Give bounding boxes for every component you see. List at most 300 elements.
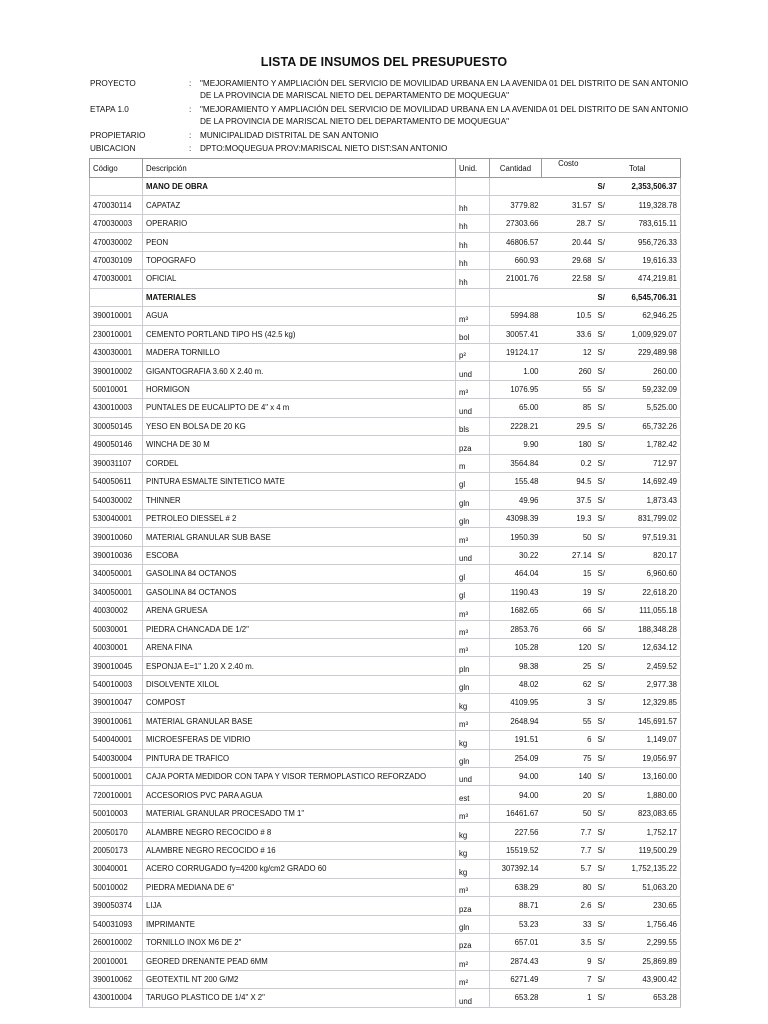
cell-total: 1,752.17 xyxy=(609,823,681,841)
cell-description: PIEDRA MEDIANA DE 6" xyxy=(143,878,456,896)
cell-quantity: 43098.39 xyxy=(490,509,542,527)
cell-total: 62,946.25 xyxy=(609,307,681,325)
cell-unit: gl xyxy=(456,583,490,601)
header-quantity: Cantidad xyxy=(490,159,542,178)
cell-total: 97,519.31 xyxy=(609,528,681,546)
cell-quantity xyxy=(490,288,542,306)
cell-quantity: 49.96 xyxy=(490,491,542,509)
cell-total: 229,489.98 xyxy=(609,343,681,361)
header-unit: Unid. xyxy=(456,159,490,178)
cell-currency: S/ xyxy=(595,214,609,232)
table-row xyxy=(90,399,681,417)
cell-currency: S/ xyxy=(595,270,609,288)
cell-code: 390010045 xyxy=(90,657,143,675)
cell-cost: 22.58 xyxy=(542,270,595,288)
meta-colon: : xyxy=(189,144,192,153)
table-row xyxy=(90,270,681,288)
table-row xyxy=(90,731,681,749)
cell-total: 653.28 xyxy=(609,989,681,1007)
cell-unit: m³ xyxy=(456,602,490,620)
cell-unit: gl xyxy=(456,473,490,491)
cell-code xyxy=(90,288,143,306)
cell-total: 12,329.85 xyxy=(609,694,681,712)
cell-description: CORDEL xyxy=(143,454,456,472)
table-row xyxy=(90,620,681,638)
cell-cost: 20 xyxy=(542,786,595,804)
cell-unit: m² xyxy=(456,970,490,988)
cell-code: 390010062 xyxy=(90,970,143,988)
cell-code: 430010004 xyxy=(90,989,143,1007)
cell-code: 340050001 xyxy=(90,565,143,583)
cell-currency: S/ xyxy=(595,823,609,841)
cell-currency: S/ xyxy=(595,325,609,343)
cell-code: 20050173 xyxy=(90,841,143,859)
cell-quantity: 1.00 xyxy=(490,362,542,380)
table-row xyxy=(90,638,681,656)
cell-total: 6,545,706.31 xyxy=(609,288,681,306)
cell-currency: S/ xyxy=(595,251,609,269)
meta-label: PROYECTO xyxy=(90,79,136,88)
cell-unit: m³ xyxy=(456,804,490,822)
cell-quantity: 88.71 xyxy=(490,897,542,915)
cell-code: 50010003 xyxy=(90,804,143,822)
cell-unit xyxy=(456,178,490,196)
header-total: Total xyxy=(595,159,681,178)
cell-unit: hh xyxy=(456,270,490,288)
cell-unit: m² xyxy=(456,952,490,970)
table-row xyxy=(90,841,681,859)
cell-code: 470030109 xyxy=(90,251,143,269)
cell-currency: S/ xyxy=(595,749,609,767)
cell-description: ESCOBA xyxy=(143,546,456,564)
table-row xyxy=(90,417,681,435)
cell-unit: kg xyxy=(456,823,490,841)
table-row xyxy=(90,214,681,232)
cell-total: 1,149.07 xyxy=(609,731,681,749)
cell-code: 30040001 xyxy=(90,860,143,878)
cell-currency: S/ xyxy=(595,362,609,380)
table-row xyxy=(90,528,681,546)
cell-total: 820.17 xyxy=(609,546,681,564)
table-row xyxy=(90,823,681,841)
cell-description: CAPATAZ xyxy=(143,196,456,214)
cell-cost: 5.7 xyxy=(542,860,595,878)
cell-description: DISOLVENTE XILOL xyxy=(143,675,456,693)
cell-currency: S/ xyxy=(595,860,609,878)
cell-unit: bls xyxy=(456,417,490,435)
cell-total: 230.65 xyxy=(609,897,681,915)
cell-cost xyxy=(542,178,595,196)
cell-unit: kg xyxy=(456,841,490,859)
meta-colon: : xyxy=(189,105,192,114)
cell-total: 19,616.33 xyxy=(609,251,681,269)
cell-currency: S/ xyxy=(595,768,609,786)
cell-cost: 50 xyxy=(542,804,595,822)
cell-description: PUNTALES DE EUCALIPTO DE 4" x 4 m xyxy=(143,399,456,417)
cell-currency: S/ xyxy=(595,417,609,435)
cell-currency: S/ xyxy=(595,841,609,859)
cell-total: 1,756.46 xyxy=(609,915,681,933)
table-row xyxy=(90,325,681,343)
cell-quantity: 15519.52 xyxy=(490,841,542,859)
cell-unit: pza xyxy=(456,897,490,915)
cell-cost: 62 xyxy=(542,675,595,693)
table-row xyxy=(90,989,681,1007)
cell-total: 1,752,135.22 xyxy=(609,860,681,878)
cell-quantity: 105.28 xyxy=(490,638,542,656)
cell-total: 59,232.09 xyxy=(609,380,681,398)
cell-cost: 31.57 xyxy=(542,196,595,214)
table-row xyxy=(90,307,681,325)
cell-cost xyxy=(542,288,595,306)
cell-description: PINTURA DE TRAFICO xyxy=(143,749,456,767)
cell-currency: S/ xyxy=(595,546,609,564)
cell-currency: S/ xyxy=(595,454,609,472)
table-row xyxy=(90,473,681,491)
cell-total: 5,525.00 xyxy=(609,399,681,417)
table-row xyxy=(90,897,681,915)
cell-description: MATERIALES xyxy=(143,288,456,306)
section-row xyxy=(90,288,681,306)
cell-currency: S/ xyxy=(595,509,609,527)
cell-currency: S/ xyxy=(595,565,609,583)
table-row xyxy=(90,454,681,472)
cell-unit: bol xyxy=(456,325,490,343)
cell-cost: 20.44 xyxy=(542,233,595,251)
cell-currency: S/ xyxy=(595,473,609,491)
cell-unit: gln xyxy=(456,915,490,933)
cell-quantity: 27303.66 xyxy=(490,214,542,232)
cell-unit: gln xyxy=(456,675,490,693)
cell-total: 51,063.20 xyxy=(609,878,681,896)
cell-quantity: 191.51 xyxy=(490,731,542,749)
cell-cost: 33 xyxy=(542,915,595,933)
cell-quantity: 657.01 xyxy=(490,933,542,951)
cell-total: 188,348.28 xyxy=(609,620,681,638)
table-header-row xyxy=(90,159,681,178)
cell-unit: m³ xyxy=(456,528,490,546)
cell-code: 540050611 xyxy=(90,473,143,491)
cell-code: 470030003 xyxy=(90,214,143,232)
cell-quantity: 653.28 xyxy=(490,989,542,1007)
cell-code: 390010060 xyxy=(90,528,143,546)
cell-cost: 2.6 xyxy=(542,897,595,915)
cell-code: 540030004 xyxy=(90,749,143,767)
cell-unit: m³ xyxy=(456,380,490,398)
cell-currency: S/ xyxy=(595,712,609,730)
cell-total: 6,960.60 xyxy=(609,565,681,583)
cell-currency: S/ xyxy=(595,878,609,896)
cell-total: 831,799.02 xyxy=(609,509,681,527)
cell-description: MATERIAL GRANULAR SUB BASE xyxy=(143,528,456,546)
cell-description: ARENA FINA xyxy=(143,638,456,656)
cell-total: 14,692.49 xyxy=(609,473,681,491)
cell-currency: S/ xyxy=(595,491,609,509)
cell-code: 230010001 xyxy=(90,325,143,343)
cell-cost: 29.68 xyxy=(542,251,595,269)
cell-description: THINNER xyxy=(143,491,456,509)
cell-quantity: 1682.65 xyxy=(490,602,542,620)
meta-label: UBICACION xyxy=(90,144,136,153)
cell-currency: S/ xyxy=(595,657,609,675)
table-row xyxy=(90,878,681,896)
meta-colon: : xyxy=(189,79,192,88)
cell-currency: S/ xyxy=(595,288,609,306)
cell-cost: 55 xyxy=(542,380,595,398)
cell-quantity: 65.00 xyxy=(490,399,542,417)
table-row xyxy=(90,749,681,767)
meta-value: "MEJORAMIENTO Y AMPLIACIÓN DEL SERVICIO DE MOVILIDAD URBANA EN LA AVENIDA 01 DEL DISTRITO DE SAN ANTONIO DE LA PROVINCIA DE MARISCAL NIETO DEL DEPARTAMENTO DE MOQUEGUA" xyxy=(200,105,689,126)
cell-unit: est xyxy=(456,786,490,804)
table-row xyxy=(90,657,681,675)
cell-cost: 140 xyxy=(542,768,595,786)
cell-description: PETROLEO DIESSEL # 2 xyxy=(143,509,456,527)
cell-cost: 50 xyxy=(542,528,595,546)
cell-description: CEMENTO PORTLAND TIPO HS (42.5 kg) xyxy=(143,325,456,343)
cell-quantity: 155.48 xyxy=(490,473,542,491)
cell-description: GEOTEXTIL NT 200 G/M2 xyxy=(143,970,456,988)
table-row xyxy=(90,380,681,398)
cell-currency: S/ xyxy=(595,233,609,251)
meta-row xyxy=(90,143,690,156)
cell-description: TARUGO PLASTICO DE 1/4" X 2" xyxy=(143,989,456,1007)
cell-unit: gln xyxy=(456,491,490,509)
cell-total: 12,634.12 xyxy=(609,638,681,656)
cell-quantity: 2228.21 xyxy=(490,417,542,435)
table-row xyxy=(90,804,681,822)
header-code: Código xyxy=(90,159,143,178)
cell-code: 300050145 xyxy=(90,417,143,435)
cell-quantity: 1950.39 xyxy=(490,528,542,546)
cell-total: 145,691.57 xyxy=(609,712,681,730)
cell-quantity: 464.04 xyxy=(490,565,542,583)
cell-total: 2,299.55 xyxy=(609,933,681,951)
cell-code: 540040001 xyxy=(90,731,143,749)
cell-description: ARENA GRUESA xyxy=(143,602,456,620)
cell-cost: 19 xyxy=(542,583,595,601)
meta-row xyxy=(90,78,690,104)
cell-cost: 1 xyxy=(542,989,595,1007)
cell-quantity: 3564.84 xyxy=(490,454,542,472)
cell-code: 530040001 xyxy=(90,509,143,527)
cell-currency: S/ xyxy=(595,583,609,601)
cell-total: 25,869.89 xyxy=(609,952,681,970)
cell-code: 500010001 xyxy=(90,768,143,786)
cell-unit: m³ xyxy=(456,878,490,896)
table-row xyxy=(90,915,681,933)
cell-cost: 85 xyxy=(542,399,595,417)
cell-total: 1,873.43 xyxy=(609,491,681,509)
cell-cost: 25 xyxy=(542,657,595,675)
cell-unit: pln xyxy=(456,657,490,675)
cell-code: 390050374 xyxy=(90,897,143,915)
cell-cost: 10.5 xyxy=(542,307,595,325)
cell-description: GASOLINA 84 OCTANOS xyxy=(143,583,456,601)
cell-code: 720010001 xyxy=(90,786,143,804)
cell-code xyxy=(90,178,143,196)
cell-total: 1,009,929.07 xyxy=(609,325,681,343)
cell-total: 2,977.38 xyxy=(609,675,681,693)
cell-code: 20010001 xyxy=(90,952,143,970)
cell-cost: 33.6 xyxy=(542,325,595,343)
cell-unit: m³ xyxy=(456,712,490,730)
cell-description: ESPONJA E=1" 1.20 X 2.40 m. xyxy=(143,657,456,675)
meta-value: "MEJORAMIENTO Y AMPLIACIÓN DEL SERVICIO DE MOVILIDAD URBANA EN LA AVENIDA 01 DEL DISTRITO DE SAN ANTONIO DE LA PROVINCIA DE MARISCAL NIETO DEL DEPARTAMENTO DE MOQUEGUA" xyxy=(200,79,689,100)
cell-total: 1,782.42 xyxy=(609,436,681,454)
cell-total: 2,459.52 xyxy=(609,657,681,675)
cell-unit: und xyxy=(456,362,490,380)
cell-description: ACERO CORRUGADO fy=4200 kg/cm2 GRADO 60 xyxy=(143,860,456,878)
table-row xyxy=(90,436,681,454)
cell-cost: 3.5 xyxy=(542,933,595,951)
cell-quantity: 30.22 xyxy=(490,546,542,564)
cell-code: 340050001 xyxy=(90,583,143,601)
cell-total: 260.00 xyxy=(609,362,681,380)
cell-description: ALAMBRE NEGRO RECOCIDO # 16 xyxy=(143,841,456,859)
cell-code: 490050146 xyxy=(90,436,143,454)
cell-quantity: 98.38 xyxy=(490,657,542,675)
cell-cost: 94.5 xyxy=(542,473,595,491)
cell-cost: 28.7 xyxy=(542,214,595,232)
cell-cost: 9 xyxy=(542,952,595,970)
cell-unit: gln xyxy=(456,749,490,767)
cell-quantity: 2853.76 xyxy=(490,620,542,638)
cell-description: IMPRIMANTE xyxy=(143,915,456,933)
cell-description: CAJA PORTA MEDIDOR CON TAPA Y VISOR TERMOPLASTICO REFORZADO xyxy=(143,768,456,786)
cell-unit: hh xyxy=(456,233,490,251)
cell-description: PEON xyxy=(143,233,456,251)
table-row xyxy=(90,675,681,693)
cell-description: MATERIAL GRANULAR BASE xyxy=(143,712,456,730)
cell-cost: 7.7 xyxy=(542,841,595,859)
cell-unit xyxy=(456,288,490,306)
cell-unit: kg xyxy=(456,860,490,878)
cell-description: YESO EN BOLSA DE 20 KG xyxy=(143,417,456,435)
table-row xyxy=(90,768,681,786)
cell-description: WINCHA DE 30 M xyxy=(143,436,456,454)
cell-cost: 19.3 xyxy=(542,509,595,527)
cell-description: PIEDRA CHANCADA DE 1/2" xyxy=(143,620,456,638)
cell-cost: 3 xyxy=(542,694,595,712)
cell-code: 430010003 xyxy=(90,399,143,417)
table-row xyxy=(90,712,681,730)
cell-total: 111,055.18 xyxy=(609,602,681,620)
cell-quantity: 6271.49 xyxy=(490,970,542,988)
cell-code: 390010002 xyxy=(90,362,143,380)
cell-unit: und xyxy=(456,768,490,786)
cell-total: 712.97 xyxy=(609,454,681,472)
cell-unit: hh xyxy=(456,251,490,269)
table-row xyxy=(90,565,681,583)
cell-description: MATERIAL GRANULAR PROCESADO TM 1" xyxy=(143,804,456,822)
cell-currency: S/ xyxy=(595,694,609,712)
cell-quantity: 94.00 xyxy=(490,786,542,804)
cell-code: 40030002 xyxy=(90,602,143,620)
table-row xyxy=(90,583,681,601)
cell-cost: 66 xyxy=(542,620,595,638)
cell-total: 13,160.00 xyxy=(609,768,681,786)
cell-cost: 27.14 xyxy=(542,546,595,564)
cell-description: AGUA xyxy=(143,307,456,325)
cell-currency: S/ xyxy=(595,399,609,417)
cell-currency: S/ xyxy=(595,307,609,325)
cell-currency: S/ xyxy=(595,675,609,693)
meta-label: PROPIETARIO xyxy=(90,131,146,140)
cell-code: 390010061 xyxy=(90,712,143,730)
cell-code: 470030002 xyxy=(90,233,143,251)
cell-unit: hh xyxy=(456,214,490,232)
cell-description: HORMIGON xyxy=(143,380,456,398)
cell-unit: pza xyxy=(456,933,490,951)
cell-total: 22,618.20 xyxy=(609,583,681,601)
cell-currency: S/ xyxy=(595,638,609,656)
cell-unit: kg xyxy=(456,694,490,712)
cell-unit: pza xyxy=(456,436,490,454)
cell-quantity: 660.93 xyxy=(490,251,542,269)
cell-quantity: 16461.67 xyxy=(490,804,542,822)
cell-unit: gl xyxy=(456,565,490,583)
cell-cost: 37.5 xyxy=(542,491,595,509)
cell-description: GEORED DRENANTE PEAD 6MM xyxy=(143,952,456,970)
table-row xyxy=(90,952,681,970)
cell-code: 390031107 xyxy=(90,454,143,472)
table-row xyxy=(90,933,681,951)
cell-cost: 7.7 xyxy=(542,823,595,841)
cell-total: 823,083.65 xyxy=(609,804,681,822)
cell-currency: S/ xyxy=(595,731,609,749)
cell-total: 474,219.81 xyxy=(609,270,681,288)
cell-quantity: 30057.41 xyxy=(490,325,542,343)
cell-quantity: 9.90 xyxy=(490,436,542,454)
cell-currency: S/ xyxy=(595,804,609,822)
table-row xyxy=(90,694,681,712)
cell-quantity: 19124.17 xyxy=(490,343,542,361)
cell-cost: 55 xyxy=(542,712,595,730)
cell-code: 260010002 xyxy=(90,933,143,951)
cell-quantity: 5994.88 xyxy=(490,307,542,325)
cell-currency: S/ xyxy=(595,196,609,214)
cell-total: 19,056.97 xyxy=(609,749,681,767)
cell-code: 40030001 xyxy=(90,638,143,656)
cell-cost: 7 xyxy=(542,970,595,988)
cell-unit: m³ xyxy=(456,307,490,325)
cell-code: 390010036 xyxy=(90,546,143,564)
cell-description: GIGANTOGRAFIA 3.60 X 2.40 m. xyxy=(143,362,456,380)
cell-cost: 120 xyxy=(542,638,595,656)
cell-currency: S/ xyxy=(595,178,609,196)
cell-currency: S/ xyxy=(595,380,609,398)
cell-cost: 29.5 xyxy=(542,417,595,435)
cell-description: MICROESFERAS DE VIDRIO xyxy=(143,731,456,749)
cell-cost: 15 xyxy=(542,565,595,583)
meta-value: DPTO:MOQUEGUA PROV:MARISCAL NIETO DIST:SAN ANTONIO xyxy=(200,144,448,153)
cell-unit: kg xyxy=(456,731,490,749)
cell-currency: S/ xyxy=(595,952,609,970)
cell-quantity: 3779.82 xyxy=(490,196,542,214)
cell-description: MANO DE OBRA xyxy=(143,178,456,196)
table-row xyxy=(90,509,681,527)
cell-quantity: 638.29 xyxy=(490,878,542,896)
cell-unit: m³ xyxy=(456,620,490,638)
cell-code: 470030114 xyxy=(90,196,143,214)
cell-description: OPERARIO xyxy=(143,214,456,232)
cell-description: TOPOGRAFO xyxy=(143,251,456,269)
table-row xyxy=(90,546,681,564)
cell-description: OFICIAL xyxy=(143,270,456,288)
cell-description: MADERA TORNILLO xyxy=(143,343,456,361)
meta-value: MUNICIPALIDAD DISTRITAL DE SAN ANTONIO xyxy=(200,131,379,140)
cell-currency: S/ xyxy=(595,897,609,915)
